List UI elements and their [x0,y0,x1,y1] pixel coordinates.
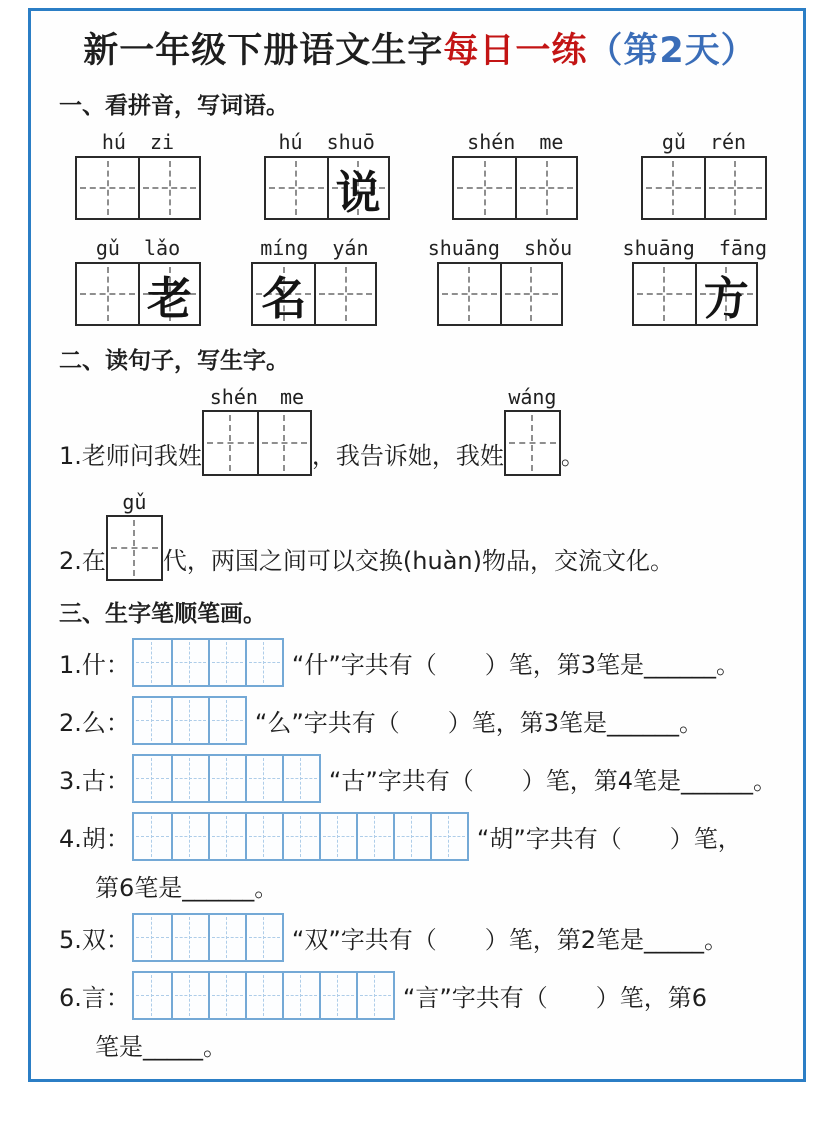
pinyin-row [59,130,781,220]
written-character: 老 [146,271,192,325]
writing-cell [314,264,375,324]
writing-grid-box [75,262,201,326]
inline-pinyin-label: gǔ [122,490,147,514]
writing-cell [257,412,310,474]
stroke-item-row [59,696,781,745]
inline-writing-box [202,410,312,476]
stroke-practice-cell [171,698,208,743]
stroke-practice-cell [282,973,319,1018]
stroke-practice-cell [171,915,208,960]
writing-cell [108,517,161,579]
sentence-text: ，我告诉她，我姓 [311,442,504,470]
writing-grid-box [452,156,578,220]
pinyin-label: hú zi [101,130,175,154]
writing-cell [506,412,559,474]
page-frame [28,8,806,1082]
writing-cell [500,264,561,324]
writing-cell [704,158,765,218]
writing-cell [77,158,138,218]
writing-grid-box [264,156,390,220]
stroke-item-text: “古”字共有（ ）笔，第4笔是______。 [328,767,778,795]
stroke-practice-area [59,638,781,1062]
inline-writing-box [106,515,163,581]
stroke-practice-cell [171,814,208,859]
stroke-practice-cell [171,973,208,1018]
section3-heading: 三、生字笔顺笔画。 [59,601,266,627]
stroke-practice-cell [245,756,282,801]
title-highlight: 每日一练 [443,31,588,71]
pinyin-label: gǔ lǎo [95,236,181,260]
pinyin-label: shén me [467,130,564,154]
pinyin-word-group [264,130,390,220]
sentence-text: 1.老师问我姓 [59,442,202,470]
stroke-item-text-line2: 笔是_____。 [95,1033,227,1061]
stroke-practice-strip [132,812,469,861]
writing-cell [266,158,327,218]
stroke-practice-strip [132,638,284,687]
stroke-practice-cell [208,973,245,1018]
pinyin-word-group [641,130,767,220]
writing-cell [515,158,576,218]
stroke-practice-cell [134,973,171,1018]
pinyin-word-group [251,236,377,326]
writing-grid-box [437,262,563,326]
stroke-practice-cell [208,698,245,743]
written-character: 说 [335,165,381,219]
stroke-practice-cell [208,756,245,801]
stroke-practice-cell [245,814,282,859]
writing-grid-box [632,262,758,326]
stroke-practice-cell [282,814,319,859]
sentence-line [59,490,781,581]
writing-cell [643,158,704,218]
stroke-practice-cell [245,640,282,685]
inline-writing-box [504,410,561,476]
sentence-text: 代，两国之间可以交换(huàn)物品，交流文化。 [162,547,674,575]
sentence-area [59,385,781,581]
pinyin-label: gǔ rén [661,130,747,154]
pinyin-row [59,236,781,326]
writing-grid-box [75,156,201,220]
writing-cell [253,264,314,324]
stroke-item-text: “么”字共有（ ）笔，第3笔是______。 [254,709,704,737]
stroke-practice-strip [132,754,321,803]
stroke-practice-cell [319,973,356,1018]
stroke-item-text: “胡”字共有（ ）笔， [476,825,742,853]
writing-cell [77,264,138,324]
pinyin-label: hú shuō [278,130,375,154]
pinyin-word-group [623,236,767,326]
stroke-practice-cell [134,640,171,685]
written-character: 名 [261,271,307,325]
inline-writing-group [106,490,163,581]
writing-cell [138,264,199,324]
stroke-item-label: 2.么： [59,709,130,737]
stroke-item-label: 6.言： [59,984,130,1012]
writing-cell [454,158,515,218]
pinyin-word-group [75,236,201,326]
page-title [59,23,781,73]
stroke-item-row [59,638,781,687]
stroke-practice-cell [356,973,393,1018]
stroke-practice-cell [319,814,356,859]
pinyin-label: shuāng fāng [622,236,767,260]
stroke-practice-cell [282,756,319,801]
pinyin-word-group [452,130,578,220]
pinyin-word-group [428,236,572,326]
stroke-practice-cell [430,814,467,859]
sentence-text: 。 [560,442,585,470]
stroke-practice-cell [245,973,282,1018]
stroke-item-row [59,971,781,1020]
title-main: 新一年级下册语文生字 [83,31,444,71]
stroke-item-label: 3.古： [59,767,130,795]
stroke-practice-cell [245,915,282,960]
writing-cell [695,264,756,324]
stroke-item-label: 4.胡： [59,825,130,853]
stroke-item-row [59,754,781,803]
stroke-item-label: 1.什： [59,651,130,679]
stroke-practice-cell [134,814,171,859]
inline-pinyin-label: shén me [209,385,305,409]
inline-writing-group [504,385,561,476]
section2-heading: 二、读句子，写生字。 [59,348,289,374]
sentence-line [59,385,781,476]
title-day-number: （第2天） [587,31,757,71]
writing-grid-box [641,156,767,220]
stroke-practice-cell [356,814,393,859]
stroke-practice-cell [134,698,171,743]
stroke-item-row [59,913,781,962]
sentence-text: 2.在 [59,547,106,575]
stroke-item-text: “言”字共有（ ）笔，第6 [402,984,708,1012]
stroke-practice-cell [208,814,245,859]
inline-writing-group [202,385,312,476]
stroke-practice-strip [132,971,395,1020]
stroke-practice-strip [132,696,247,745]
stroke-practice-cell [208,640,245,685]
written-character: 方 [703,271,749,325]
stroke-item-label: 5.双： [59,926,130,954]
writing-cell [204,412,257,474]
writing-cell [634,264,695,324]
pinyin-grid-area [59,130,781,326]
stroke-practice-cell [208,915,245,960]
writing-cell [439,264,500,324]
stroke-item-row [59,812,781,861]
stroke-item-text: “双”字共有（ ）笔，第2笔是_____。 [291,926,729,954]
stroke-practice-cell [134,915,171,960]
pinyin-label: míng yán [260,236,369,260]
stroke-item-text-line2: 第6笔是______。 [95,874,279,902]
writing-grid-box [251,262,377,326]
stroke-practice-strip [132,913,284,962]
writing-cell [327,158,388,218]
stroke-practice-cell [134,756,171,801]
stroke-practice-cell [171,640,208,685]
inline-pinyin-label: wáng [508,385,557,409]
stroke-practice-cell [171,756,208,801]
pinyin-label: shuāng shǒu [427,236,573,260]
stroke-practice-cell [393,814,430,859]
writing-cell [138,158,199,218]
section1-heading: 一、看拼音，写词语。 [59,93,289,119]
pinyin-word-group [75,130,201,220]
stroke-item-text: “什”字共有（ ）笔，第3笔是______。 [291,651,741,679]
